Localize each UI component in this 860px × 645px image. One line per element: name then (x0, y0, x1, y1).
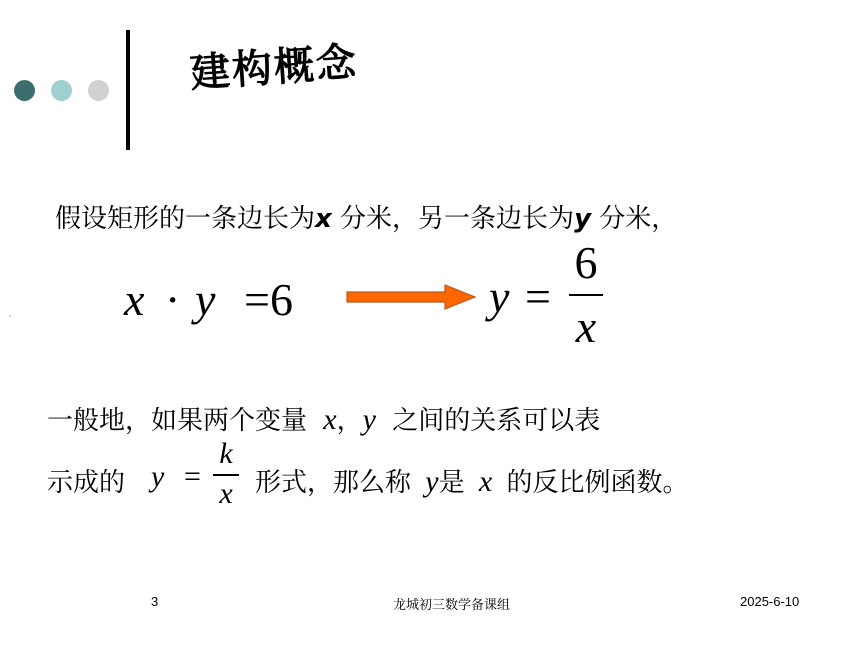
def-part5: 是 (438, 468, 465, 498)
eq2-denominator: x (575, 301, 597, 352)
def-var-x2: x (478, 465, 493, 498)
title-divider (126, 30, 130, 150)
def-var-y2: y (151, 460, 165, 493)
def-var-x: x (323, 403, 337, 436)
premise-part1: 假设矩形的一条边长为 (55, 204, 316, 234)
eq2-fraction-bar (569, 294, 603, 296)
eq1-value: 6 (270, 274, 293, 325)
eq2-fraction (569, 238, 603, 352)
def-part4: 形式，那么称 (255, 468, 412, 498)
def-part2: 之间的关系可以表 (392, 406, 601, 436)
def-part3: 示成的 (47, 468, 126, 498)
def-part1: 一般地，如果两个变量 (47, 406, 308, 436)
definition-line-2-left (47, 462, 125, 499)
decor-dot-3 (88, 80, 109, 101)
right-arrow-icon (345, 283, 480, 311)
def-part6: 的反比例函数。 (506, 468, 689, 498)
eq1-y: y (195, 274, 216, 325)
definition-line-2-right (255, 462, 689, 499)
slide-title: 建构概念 (188, 39, 360, 97)
eq1-equals: = (244, 274, 270, 325)
premise-line (55, 198, 677, 235)
page-number: 3 (151, 594, 159, 609)
equation-product (124, 272, 293, 326)
def-fraction-bar (213, 474, 239, 476)
definition-line-1 (47, 400, 600, 437)
decor-dot-1 (14, 80, 35, 101)
def-denominator: x (219, 477, 233, 510)
eq1-dot: · (165, 274, 181, 325)
premise-part3: 分米， (591, 204, 678, 234)
footer-date: 2025-6-10 (740, 594, 800, 609)
eq1-x: x (124, 274, 145, 325)
premise-part2: 分米，另一条边长为 (331, 204, 575, 234)
def-fraction (213, 438, 239, 510)
def-numerator: k (219, 437, 233, 470)
eq2-numerator: 6 (574, 237, 598, 288)
stray-mark: , (9, 309, 12, 318)
premise-var-x: x (315, 204, 332, 234)
def-comma: ， (336, 406, 363, 436)
eq2-y: y (489, 271, 510, 322)
decor-dot-2 (51, 80, 72, 101)
def-var-y: y (362, 403, 376, 436)
def-var-y3: y (425, 465, 439, 498)
premise-var-y: y (574, 204, 592, 234)
footer-center: 龙城初三数学备课组 (393, 597, 511, 612)
def-equals: = (184, 460, 201, 493)
eq2-equals: = (525, 271, 551, 322)
